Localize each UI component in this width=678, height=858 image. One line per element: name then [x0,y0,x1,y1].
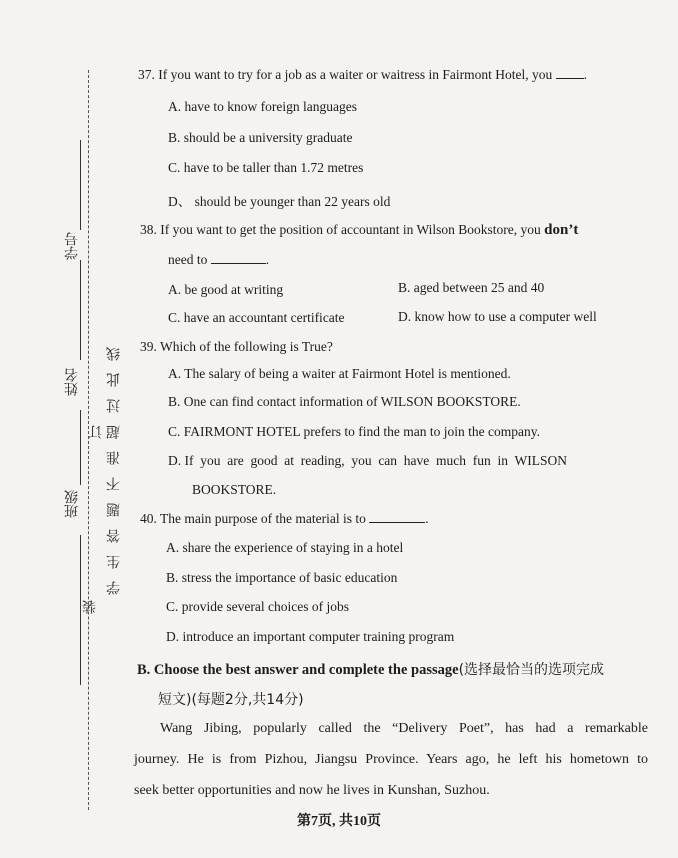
passage-line: Wang Jibing, popularly called the “Delivery Poet”, has had a remarkable [160,721,648,736]
section-b-heading-cn: (选择最恰当的选项完成 [458,662,605,678]
section-b-heading-cn-2: 短文)(每题2分,共14分) [158,692,304,708]
question-stem-continued: need to [168,252,208,267]
option-c[interactable]: C. FAIRMONT HOTEL prefers to find the man to join the company. [168,424,540,439]
option-a[interactable]: A. The salary of being a waiter at Fairmont Hotel is mentioned. [168,366,511,381]
option-b[interactable]: B. aged between 25 and 40 [398,280,545,295]
option-c[interactable]: C. have to be taller than 1.72 metres [168,160,364,175]
page-number: 第7页, 共10页 [297,814,381,829]
question-stem: If you want to try for a job as a waiter or waitress in Fairmont Hotel, you [158,67,553,82]
zhuang-mark: 装 [82,600,98,614]
name-label: 姓名 [64,368,80,396]
option-a[interactable]: A. have to know foreign languages [168,99,357,114]
question-number: 39. [140,339,157,354]
class-label: 班级 [64,490,80,518]
name-field[interactable] [80,260,81,360]
question-stem-emphasis: don’t [544,222,579,238]
question-stem: If you want to get the position of accountant in Wilson Bookstore, you [160,222,541,237]
option-d[interactable]: D. If you are good at reading, you can have much fun in WILSON [168,453,568,468]
student-number-label: 学号 [64,232,80,260]
option-d-continued: BOOKSTORE. [192,482,277,497]
section-b-heading: B. Choose the best answer and complete the passage(选择最恰当的选项完成 [137,662,605,678]
option-c[interactable]: C. have an accountant certificate [168,310,345,325]
class-field[interactable] [80,410,81,485]
question-number: 40. [140,511,157,526]
question-number: 37. [138,67,155,82]
option-b[interactable]: B. One can find contact information of WILSON BOOKSTORE. [168,394,521,409]
option-d[interactable]: D. introduce an important computer training program [166,629,455,644]
question-stem: The main purpose of the material is to [160,511,366,526]
student-number-field[interactable] [80,140,81,230]
passage-line: seek better opportunities and now he lives in Kunshan, Suzhou. [134,783,490,798]
option-a[interactable]: A. be good at writing [168,282,284,297]
ding-mark: 订 [88,425,104,439]
option-c[interactable]: C. provide several choices of jobs [166,599,349,614]
question-number: 38. [140,222,157,237]
answer-blank[interactable] [556,68,584,79]
question-stem: Which of the following is True? [160,339,333,354]
answer-blank[interactable] [211,253,266,264]
option-b[interactable]: B. should be a university graduate [168,130,353,145]
option-d[interactable]: D、 should be younger than 22 years old [168,194,391,209]
answer-blank[interactable] [369,512,425,523]
option-b[interactable]: B. stress the importance of basic education [166,570,398,585]
option-a[interactable]: A. share the experience of staying in a hotel [166,540,404,555]
binding-margin [0,0,132,858]
binding-dashed-line [88,70,89,810]
option-d[interactable]: D. know how to use a computer well [398,309,597,324]
passage-line: journey. He is from Pizhou, Jiangsu Province. Years ago, he left his hometown to [134,752,648,767]
no-answer-warning: 学生答题不准超过此线 [106,335,122,595]
